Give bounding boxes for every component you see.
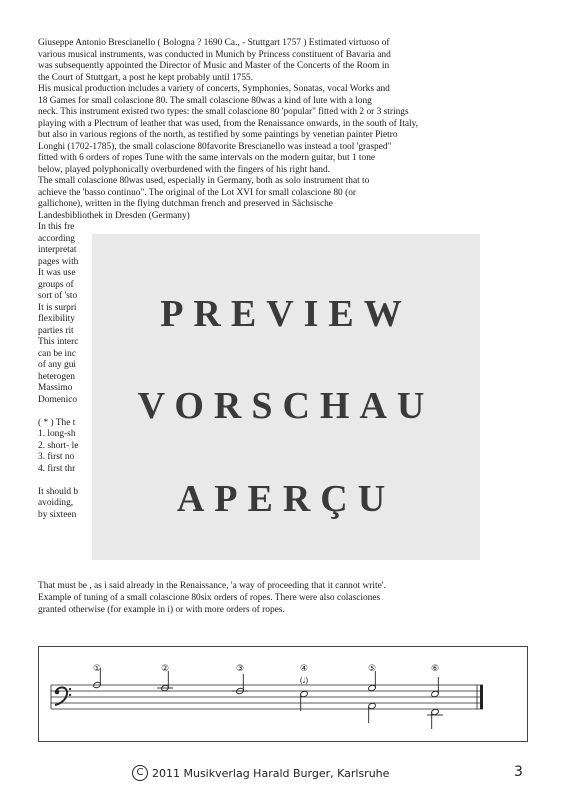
body-text-line: Domenico bbox=[38, 394, 78, 405]
closing-text-line: granted otherwise (for example in i) or with more orders of ropes. bbox=[38, 604, 285, 615]
body-text-line: groups of bbox=[38, 279, 74, 290]
body-text-line: 1. long-sh bbox=[38, 429, 76, 439]
page-number: 3 bbox=[514, 764, 523, 780]
body-text-line: neck. This instrument existed two types: the small colascione 80 'popular" fitted with 2 or 3 strings bbox=[38, 107, 409, 117]
body-text-line: 18 Games for small colascione 80. The small colascione 80was a kind of lute with a long bbox=[38, 95, 372, 106]
circled-number-3: ③ bbox=[235, 664, 245, 674]
circled-number-6: ⑥ bbox=[430, 664, 440, 674]
bass-clef-icon bbox=[55, 687, 71, 705]
closing-text-line: Example of tuning of a small colascione 80six orders of ropes. There were also colasciones bbox=[38, 592, 381, 603]
body-text-line: Longhi (1702-1785), the small colascione 80favorite Brescianello was instead a tool 'grasped" bbox=[38, 141, 392, 152]
body-text-line: but also in various regions of the north, as testified by some paintings by venetian painter Pietro bbox=[38, 130, 398, 140]
body-text-line: achieve the 'basso continuo". The original of the Lot XVI for small colascione 80 (or bbox=[38, 187, 357, 198]
footer-copyright-text: 2011 Musikverlag Harald Burger, Karlsruhe bbox=[152, 767, 390, 780]
body-text-line: 4. first thr bbox=[38, 463, 76, 474]
circled-number-2: ② bbox=[160, 664, 170, 674]
preview-watermark bbox=[92, 234, 480, 560]
circled-number-5: ⑤ bbox=[367, 664, 377, 674]
body-text-line: It is surpri bbox=[38, 302, 77, 313]
body-text-line: sort of 'sto bbox=[38, 291, 78, 301]
body-text-line: It should b bbox=[38, 486, 79, 497]
watermark-vorschau: VORSCHAU bbox=[137, 385, 435, 427]
music-staff-svg bbox=[39, 647, 527, 741]
body-text-line: In this fre bbox=[38, 222, 75, 232]
body-text-line: parties rit bbox=[38, 325, 74, 336]
body-text-line: 3. first no bbox=[38, 452, 75, 462]
copyright-icon: C bbox=[132, 765, 148, 781]
parenthesized-note: (𝅗𝅥) bbox=[299, 676, 309, 685]
circled-number-1: ① bbox=[92, 664, 102, 674]
body-text-line: Giuseppe Antonio Brescianello ( Bologna ? 1690 Ca., - Stuttgart 1757 ) Estimated virtuoso of bbox=[38, 38, 390, 48]
body-text-line: It was use bbox=[38, 268, 76, 278]
body-text-line: Massimo bbox=[38, 383, 73, 393]
body-text-line: of any gui bbox=[38, 360, 77, 370]
watermark-preview: PREVIEW bbox=[160, 293, 412, 335]
page-footer bbox=[0, 765, 566, 785]
body-text-line: the Court of Stuttgart, a post he kept probably until 1755. bbox=[38, 72, 254, 83]
tuning-example-staff bbox=[38, 646, 528, 742]
body-text-line: ( * ) The t bbox=[38, 417, 76, 428]
body-text-line: gallichone), written in the flying dutchman french and preserved in Sächsische bbox=[38, 199, 333, 209]
closing-paragraph bbox=[38, 581, 518, 616]
circled-number-4: ④ bbox=[299, 664, 309, 674]
body-text-line: fitted with 6 orders of ropes Tune with the same intervals on the modern guitar, but 1 tone bbox=[38, 153, 376, 163]
body-text-line: 2. short- le bbox=[38, 440, 79, 451]
body-text-line: avoiding, bbox=[38, 498, 74, 508]
body-text-line: Landesbibliothek in Dresden (Germany) bbox=[38, 210, 190, 221]
body-text-line: interpretat bbox=[38, 245, 77, 255]
body-text-line: can be inc bbox=[38, 348, 76, 359]
body-text-line: according bbox=[38, 233, 75, 244]
body-text-line: playing with a Plectrum of leather that was used, from the Renaissance onwards, in the south of Italy, bbox=[38, 118, 419, 129]
body-text-line: was subsequently appointed the Director of Music and Master of the Concerts of the Room in bbox=[38, 61, 390, 71]
body-text-line: below, played polyphonically overburdened with the fingers of his right hand. bbox=[38, 164, 331, 175]
body-text-line: various musical instruments, was conducted in Munich by Princess constituent of Bavaria and bbox=[38, 49, 391, 60]
body-text-line: pages with bbox=[38, 256, 79, 267]
body-text-line: heterogen bbox=[38, 371, 75, 382]
body-text-line: by sixteen bbox=[38, 509, 77, 520]
body-text-line: The small colascione 80was used, especially in Germany, both as solo instrument that to bbox=[38, 176, 370, 186]
body-text-line: His musical production includes a variety of concerts, Symphonies, Sonatas, vocal Works and bbox=[38, 84, 390, 94]
closing-text-line: That must be , as i said already in the Renaissance, 'a way of proceeding that it cannot write'. bbox=[38, 581, 386, 591]
body-text-line: flexibility bbox=[38, 314, 75, 324]
barline-end-thick bbox=[480, 685, 483, 709]
body-text-line: This interc bbox=[38, 337, 79, 347]
watermark-apercu: APERÇU bbox=[176, 478, 396, 520]
